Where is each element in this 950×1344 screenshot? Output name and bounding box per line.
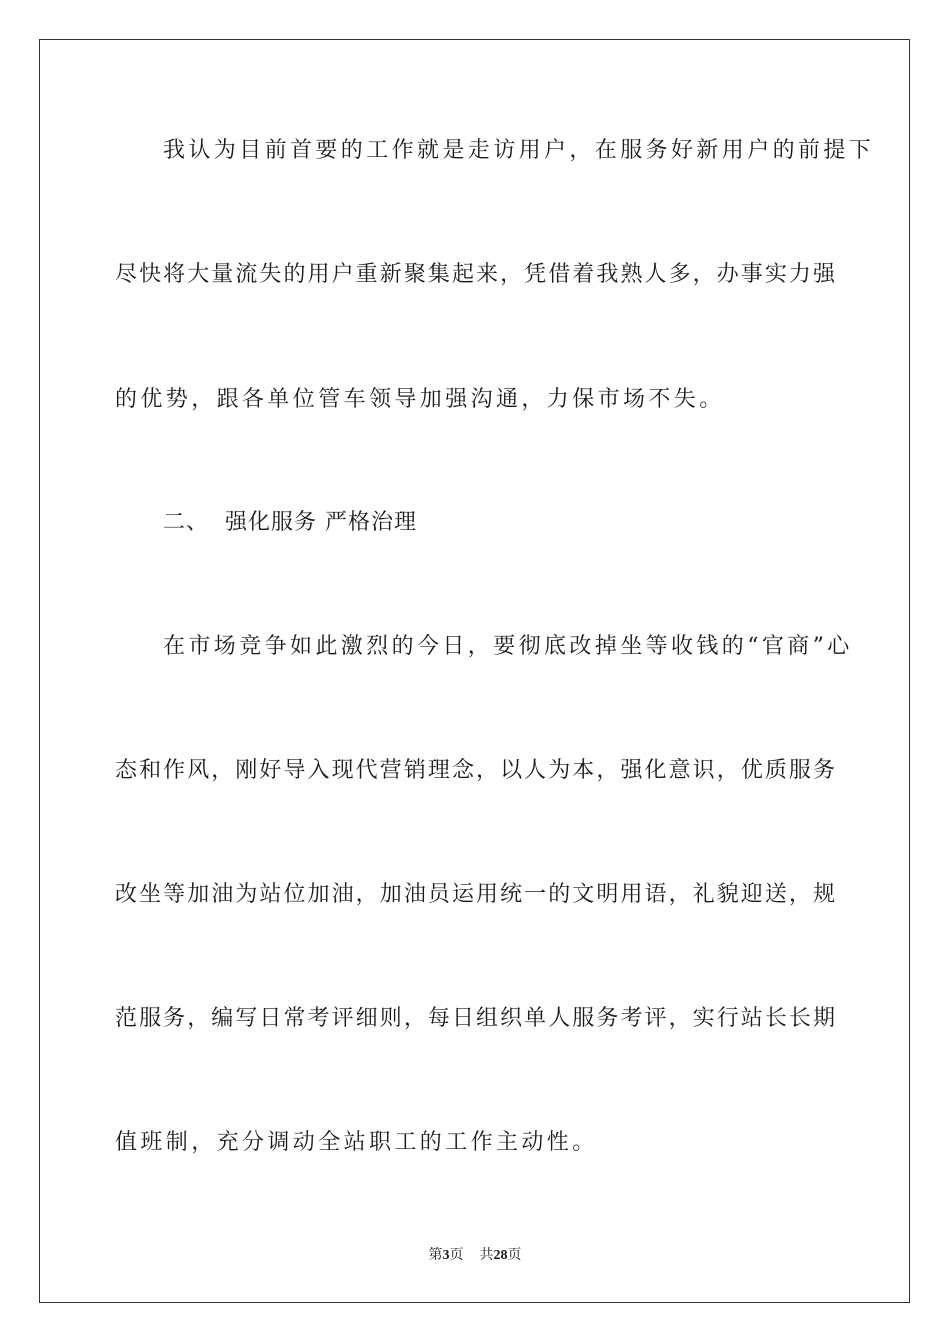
footer-total-prefix: 共	[479, 1248, 494, 1263]
footer-total-pages: 28	[493, 1248, 508, 1263]
footer-total-suffix: 页	[507, 1248, 522, 1263]
page-footer	[0, 1246, 950, 1266]
paragraph-2-line-1: 在市场竞争如此激烈的今日，要彻底改掉坐等收钱的“官商”心	[163, 634, 853, 659]
paragraph-1-line-3: 的优势，跟各单位管车领导加强沟通，力保市场不失。	[115, 387, 725, 412]
paragraph-2-line-4: 范服务，编写日常考评细则，每日组织单人服务考评，实行站长长期	[115, 1006, 835, 1031]
paragraph-2-line-3: 改坐等加油为站位加油，加油员运用统一的文明用语，礼貌迎送，规	[115, 882, 835, 907]
footer-page-suffix: 页	[449, 1248, 464, 1263]
paragraph-1-line-1: 我认为目前首要的工作就是走访用户，在服务好新用户的前提下	[163, 138, 875, 163]
paragraph-1-line-2: 尽快将大量流失的用户重新聚集起来，凭借着我熟人多，办事实力强	[115, 262, 835, 287]
section-heading	[163, 508, 417, 538]
paragraph-2-line-5: 值班制，充分调动全站职工的工作主动性。	[115, 1130, 598, 1155]
paragraph-2-line-2: 态和作风，刚好导入现代营销理念，以人为本，强化意识，优质服务	[115, 758, 835, 783]
footer-page-number: 3	[442, 1248, 450, 1263]
section-heading-text: 强化服务 严格治理	[225, 510, 417, 535]
section-heading-number: 二、	[163, 510, 210, 535]
page-frame	[39, 39, 910, 1303]
footer-page-prefix: 第	[428, 1248, 443, 1263]
